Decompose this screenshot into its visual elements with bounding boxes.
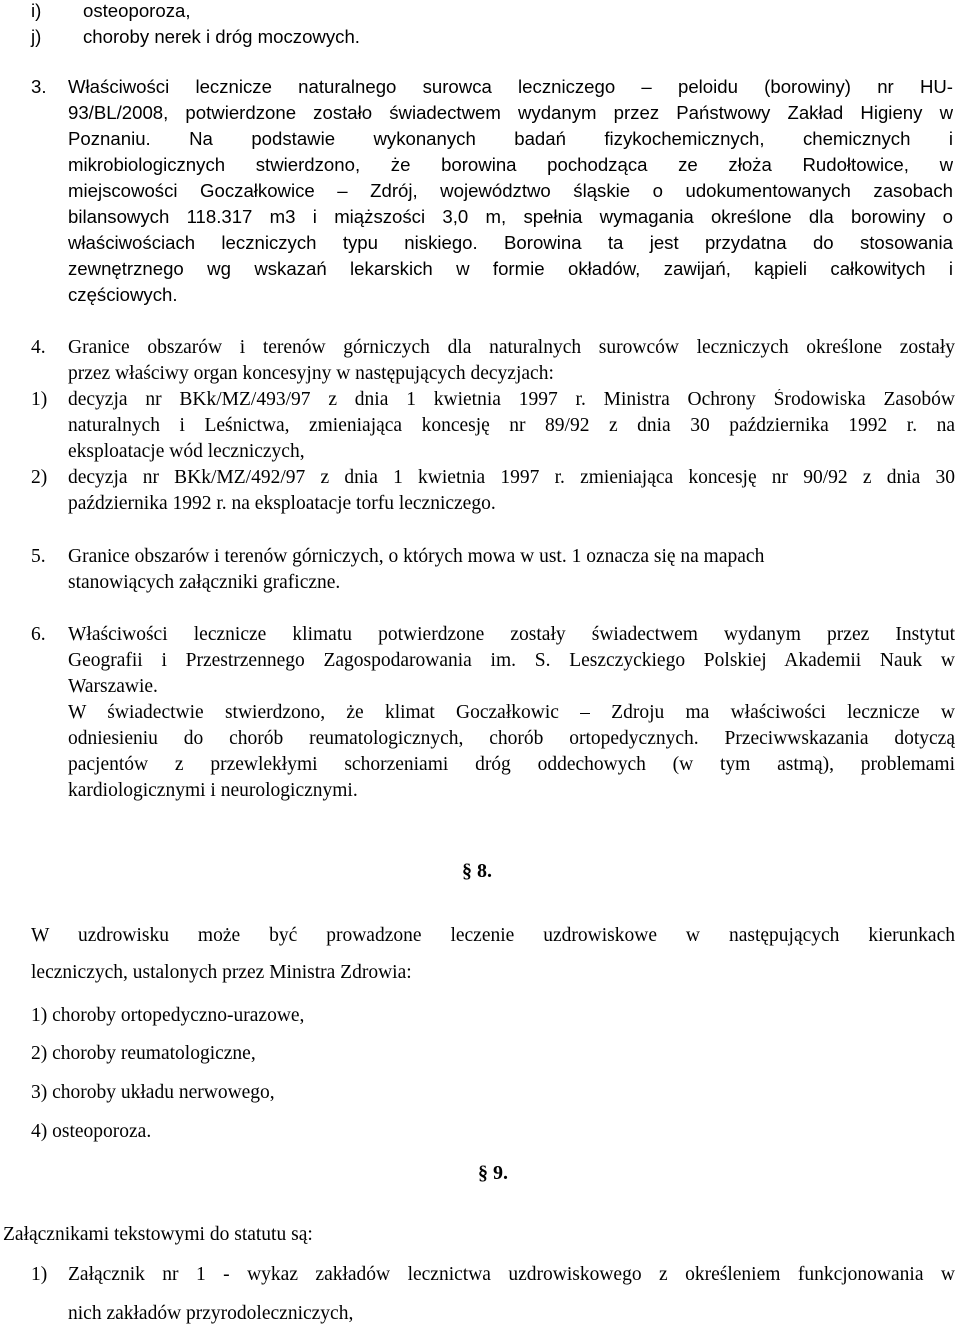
list-item: 3) choroby układu nerwowego, <box>31 1082 275 1103</box>
item-number: 3. <box>31 76 47 97</box>
section-heading: § 9. <box>478 1162 508 1184</box>
text-line: października 1992 r. na eksploatacje torfu leczniczego. <box>68 493 496 514</box>
list-item: 4) osteoporoza. <box>31 1121 152 1142</box>
list-marker: j) <box>31 26 42 47</box>
text-line: odniesieniu do chorób reumatologicznych, chorób ortopedycznych. Przeciwwskazania dotyczą <box>68 728 955 749</box>
text-line: eksploatacje wód leczniczych, <box>68 441 305 462</box>
text-line: leczniczych, ustalonych przez Ministra Zdrowia: <box>31 962 412 983</box>
text-line: kardiologicznymi i neurologicznymi. <box>68 780 358 801</box>
sub-marker: 1) <box>31 389 48 410</box>
text-line: W świadectwie stwierdzono, że klimat Goczałkowic – Zdroju ma właściwości lecznicze w <box>68 702 955 723</box>
text-line: stanowiących załączniki graficzne. <box>68 572 341 593</box>
text-line: miejscowości Goczałkowice – Zdrój, województwo śląskie o udokumentowanych zasobach <box>68 180 953 201</box>
text-line: właściwościach leczniczych typu niskiego. Borowina ta jest przydatna do stosowania <box>68 232 953 253</box>
list-item: 1) choroby ortopedyczno-urazowe, <box>31 1005 305 1026</box>
item-number: 5. <box>31 546 46 567</box>
text-line: Załącznikami tekstowymi do statutu są: <box>3 1224 313 1245</box>
text-line: Załącznik nr 1 - wykaz zakładów lecznictwa uzdrowiskowego z określeniem funkcjonowania w <box>68 1264 955 1285</box>
text-line: Warszawie. <box>68 676 158 697</box>
item-number: 6. <box>31 624 46 645</box>
text-line: zewnętrznego wg wskazań lekarskich w formie okładów, zawijań, kąpieli całkowitych i <box>68 258 953 279</box>
list-item: osteoporoza, <box>83 0 191 21</box>
list-marker: i) <box>31 0 42 21</box>
text-line: 93/BL/2008, potwierdzone zostało świadectwem wydanym przez Państwowy Zakład Higieny w <box>68 102 953 123</box>
item-number: 4. <box>31 337 46 358</box>
text-line: Poznaniu. Na podstawie wykonanych badań fizykochemicznych, chemicznych i <box>68 128 953 149</box>
list-marker: 1) <box>31 1264 48 1285</box>
text-line: częściowych. <box>68 284 178 305</box>
text-line: przez właściwy organ koncesyjny w następujących decyzjach: <box>68 363 554 384</box>
list-item: choroby nerek i dróg moczowych. <box>83 26 360 47</box>
text-line: W uzdrowisku może być prowadzone leczenie uzdrowiskowe w następujących kierunkach <box>31 925 955 946</box>
text-line: decyzja nr BKk/MZ/492/97 z dnia 1 kwietnia 1997 r. zmieniająca koncesję nr 90/92 z dnia 30 <box>68 467 955 488</box>
text-line: mikrobiologicznych stwierdzono, że borowina pochodząca ze złoża Rudołtowice, w <box>68 154 953 175</box>
text-line: bilansowych 118.317 m3 i miąższości 3,0 m, spełnia wymagania określone dla borowiny o <box>68 206 953 227</box>
sub-marker: 2) <box>31 467 48 488</box>
text-line: pacjentów z przewlekłymi schorzeniami dróg oddechowych (w tym astmą), problemami <box>68 754 955 775</box>
text-line: Granice obszarów i terenów górniczych dla naturalnych surowców leczniczych określone zostały <box>68 337 955 358</box>
text-line: nich zakładów przyrodoleczniczych, <box>68 1303 354 1324</box>
text-line: Właściwości lecznicze klimatu potwierdzone zostały świadectwem wydanym przez Instytut <box>68 624 955 645</box>
text-line: Właściwości lecznicze naturalnego surowca leczniczego – peloidu (borowiny) nr HU- <box>68 76 953 97</box>
text-line: Geografii i Przestrzennego Zagospodarowania im. S. Leszczyckiego Polskiej Akademii Nauk w <box>68 650 955 671</box>
text-line: naturalnych i Leśnictwa, zmieniająca koncesję nr 89/92 z dnia 30 października 1992 r. na <box>68 415 955 436</box>
section-heading: § 8. <box>462 860 492 882</box>
text-line: decyzja nr BKk/MZ/493/97 z dnia 1 kwietnia 1997 r. Ministra Ochrony Środowiska Zasobów <box>68 389 955 410</box>
text-line: Granice obszarów i terenów górniczych, o których mowa w ust. 1 oznacza się na mapach <box>68 546 765 567</box>
list-item: 2) choroby reumatologiczne, <box>31 1043 256 1064</box>
